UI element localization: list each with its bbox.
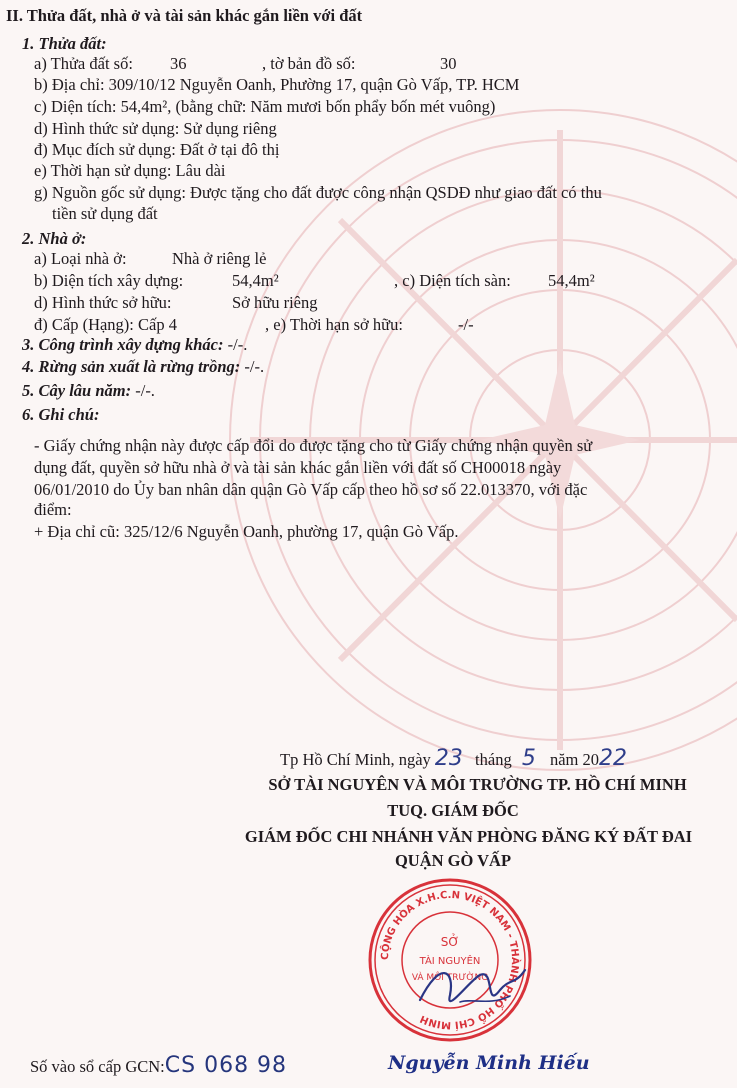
planted-forest-value: -/-.: [240, 357, 265, 376]
notes-line-1: - Giấy chứng nhận này được cấp đổi do được tặng cho từ Giấy chứng nhận quyền sử: [34, 436, 593, 455]
lot-number-value: 36: [170, 54, 187, 73]
notes-line-5: + Địa chỉ cũ: 325/12/6 Nguyễn Oanh, phường 17, quận Gò Vấp.: [34, 522, 459, 541]
notes-heading: 6. Ghi chú:: [22, 405, 100, 424]
department-name: SỞ TÀI NGUYÊN VÀ MÔI TRƯỜNG TP. HỒ CHÍ MINH: [268, 775, 687, 794]
place-prefix: Tp Hồ Chí Minh, ngày: [280, 750, 431, 769]
build-area-value: 54,4m²: [232, 271, 279, 290]
land-area: c) Diện tích: 54,4m², (bằng chữ: Năm mươi bốn phẩy bốn mét vuông): [34, 97, 496, 116]
house-grade: đ) Cấp (Hạng): Cấp 4: [34, 315, 177, 334]
perennial-value: -/-.: [131, 381, 155, 400]
seal-center-line-1: SỞ: [440, 935, 460, 949]
notes-line-4: điểm:: [34, 500, 72, 519]
perennial-label: 5. Cây lâu năm:: [22, 381, 132, 400]
gcn-value: CS 068 98: [164, 1053, 288, 1078]
ownership-form-label: d) Hình thức sở hữu:: [34, 293, 172, 312]
land-origin: g) Nguồn gốc sử dụng: Được tặng cho đất được công nhận QSDĐ như giao đất có thu: [34, 183, 602, 202]
land-origin-cont: tiền sử dụng đất: [52, 204, 158, 223]
tuq-director: TUQ. GIÁM ĐỐC: [387, 801, 519, 820]
map-sheet-value: 30: [440, 54, 457, 73]
notes-line-3: 06/01/2010 do Ủy ban nhân dân quận Gò Vấp cấp theo hồ sơ số 22.013370, với đặc: [34, 480, 588, 499]
floor-area-label: , c) Diện tích sàn:: [394, 271, 511, 290]
other-construction-label: 3. Công trình xây dựng khác:: [22, 335, 224, 354]
land-heading: 1. Thửa đất:: [22, 34, 107, 53]
date-year-suffix: 22: [599, 746, 628, 771]
section-title: II. Thửa đất, nhà ở và tài sản khác gắn liền với đất: [6, 6, 363, 25]
month-label: tháng: [475, 750, 512, 769]
planted-forest-line: [22, 357, 264, 377]
map-sheet-label: , tờ bản đồ số:: [262, 54, 356, 73]
district-name: QUẬN GÒ VẤP: [394, 851, 512, 870]
year-label: năm 20: [549, 750, 600, 769]
floor-area-value: 54,4m²: [548, 271, 595, 290]
date-day: 23: [434, 746, 463, 771]
other-construction-line: [22, 335, 247, 355]
signing-date-line: [280, 746, 628, 771]
land-use-form: d) Hình thức sử dụng: Sử dụng riêng: [34, 119, 277, 138]
land-address: b) Địa chỉ: 309/10/12 Nguyễn Oanh, Phường 17, quận Gò Vấp, TP. HCM: [34, 75, 520, 94]
land-use-purpose: đ) Mục đích sử dụng: Đất ở tại đô thị: [34, 140, 280, 159]
ownership-term-label: , e) Thời hạn sở hữu:: [265, 315, 403, 334]
notes-line-2: dụng đất, quyền sở hữu nhà ở và tài sản khác gắn liền với đất số CH00018 ngày: [34, 458, 562, 477]
land-use-term: e) Thời hạn sử dụng: Lâu dài: [34, 161, 226, 180]
ownership-term-value: -/-: [458, 315, 474, 334]
other-construction-value: -/-.: [223, 335, 248, 354]
seal-ring-text: CỘNG HÒA X.H.C.N VIỆT NAM - THÀNH PHỐ HỒ CHÍ MINH: [379, 889, 521, 1031]
lot-number-label: a) Thửa đất số:: [34, 54, 133, 73]
seal-center-line-3: VÀ MÔI TRƯỜNG: [411, 973, 489, 983]
gcn-label: Số vào sổ cấp GCN:: [30, 1057, 165, 1076]
ownership-form-value: Sở hữu riêng: [232, 293, 318, 312]
signature-scribble: [400, 940, 540, 1030]
signer-name: Nguyễn Minh Hiếu: [388, 1052, 590, 1074]
planted-forest-label: 4. Rừng sản xuất là rừng trồng:: [22, 357, 241, 376]
date-month: 5: [521, 746, 536, 771]
house-type-value: Nhà ở riêng lẻ: [172, 249, 267, 268]
perennial-line: [22, 381, 155, 401]
branch-director-title: GIÁM ĐỐC CHI NHÁNH VĂN PHÒNG ĐĂNG KÝ ĐẤT ĐAI: [244, 827, 693, 846]
seal-center-line-2: TÀI NGUYÊN: [419, 956, 481, 967]
house-heading: 2. Nhà ở:: [22, 229, 87, 248]
gcn-number-line: [30, 1053, 288, 1078]
build-area-label: b) Diện tích xây dựng:: [34, 271, 184, 290]
house-type-label: a) Loại nhà ở:: [34, 249, 127, 268]
